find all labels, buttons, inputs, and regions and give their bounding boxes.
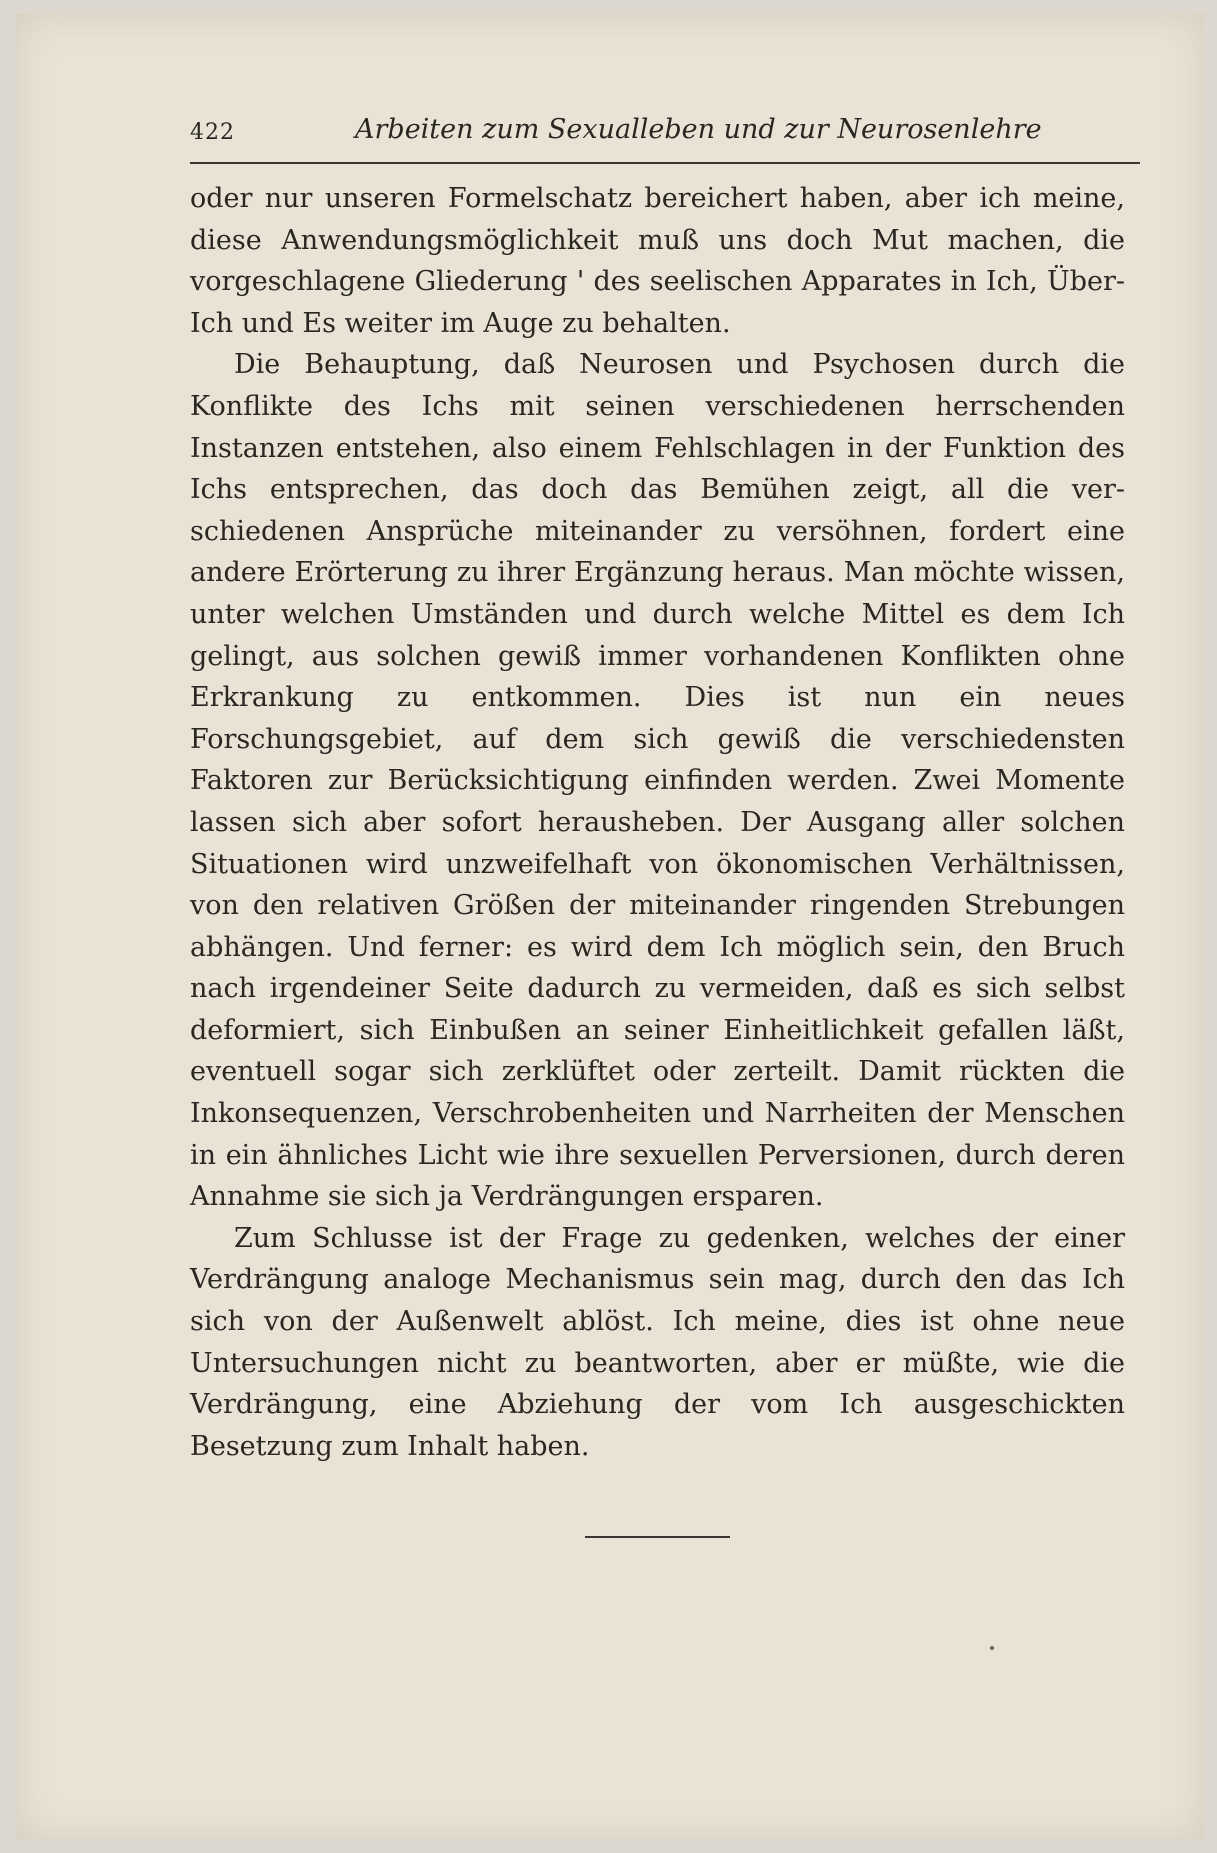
- paper-speck: [990, 1646, 994, 1650]
- paragraph-neurosis-conflicts: Die Behauptung, daß Neurosen und Psychosen durch die Konflikte des Ichs mit seinen verschiedenen herrschenden Instanzen entstehen, also einem Fehlschlagen in der Funktion des Ichs entsprechen, das doch das Bemühen zeigt, all die verschiedenen Ansprüche miteinander zu versöhnen, fordert eine andere Erörterung zu ihrer Ergänzung heraus. Man möchte wissen, unter welchen Umständen und durch welche Mittel es dem Ich gelingt, aus solchen gewiß immer vorhandenen Konflikten ohne Erkrankung zu entkommen. Dies ist nun ein neues Forschungsgebiet, auf dem sich gewiß die verschiedensten Faktoren zur Berücksichtigung einfinden werden. Zwei Momente lassen sich aber sofort herausheben. Der Ausgang aller solchen Situationen wird unzweifelhaft von ökonomischen Verhältnissen, von den relativen Größen der miteinander ringenden Strebungen abhängen. Und ferner: es wird dem Ich möglich sein, den Bruch nach irgendeiner Seite dadurch zu vermeiden, daß es sich selbst deformiert, sich Einbußen an seiner Einheitlichkeit gefallen läßt, eventuell sogar sich zerklüftet oder zerteilt. Damit rückten die Inkonsequenzen, Verschrobenheiten und Narrheiten der Menschen in ein ähnliches Licht wie ihre sexuellen Perversionen, durch deren Annahme sie sich ja Verdrängungen ersparen.: [190, 349, 1125, 1213]
- paragraph-conclusion: Zum Schlusse ist der Frage zu gedenken, welches der einer Verdrängung analoge Mechanismus sein mag, durch den das Ich sich von der Außenwelt ablöst. Ich meine, dies ist ohne neue Untersuchungen nicht zu beantworten, aber er müßte, wie die Verdrängung, eine Abziehung der vom Ich ausgeschickten Besetzung zum Inhalt haben.: [190, 1222, 1125, 1462]
- paragraph-continuation: oder nur unseren Formelschatz bereichert haben, aber ich meine, diese Anwendungsmöglichkeit muß uns doch Mut machen, die vorgeschlagene Gliederung ' des seelischen Apparates in Ich, Über-Ich und Es weiter im Auge zu behalten.: [190, 183, 1125, 339]
- page-header: [190, 112, 1145, 152]
- running-head: Arbeiten zum Sexualleben und zur Neurosenlehre: [355, 114, 1042, 145]
- header-rule: [190, 162, 1140, 164]
- page-number: 422: [190, 120, 235, 145]
- body-text: [190, 178, 1125, 1467]
- end-rule: [585, 1536, 730, 1538]
